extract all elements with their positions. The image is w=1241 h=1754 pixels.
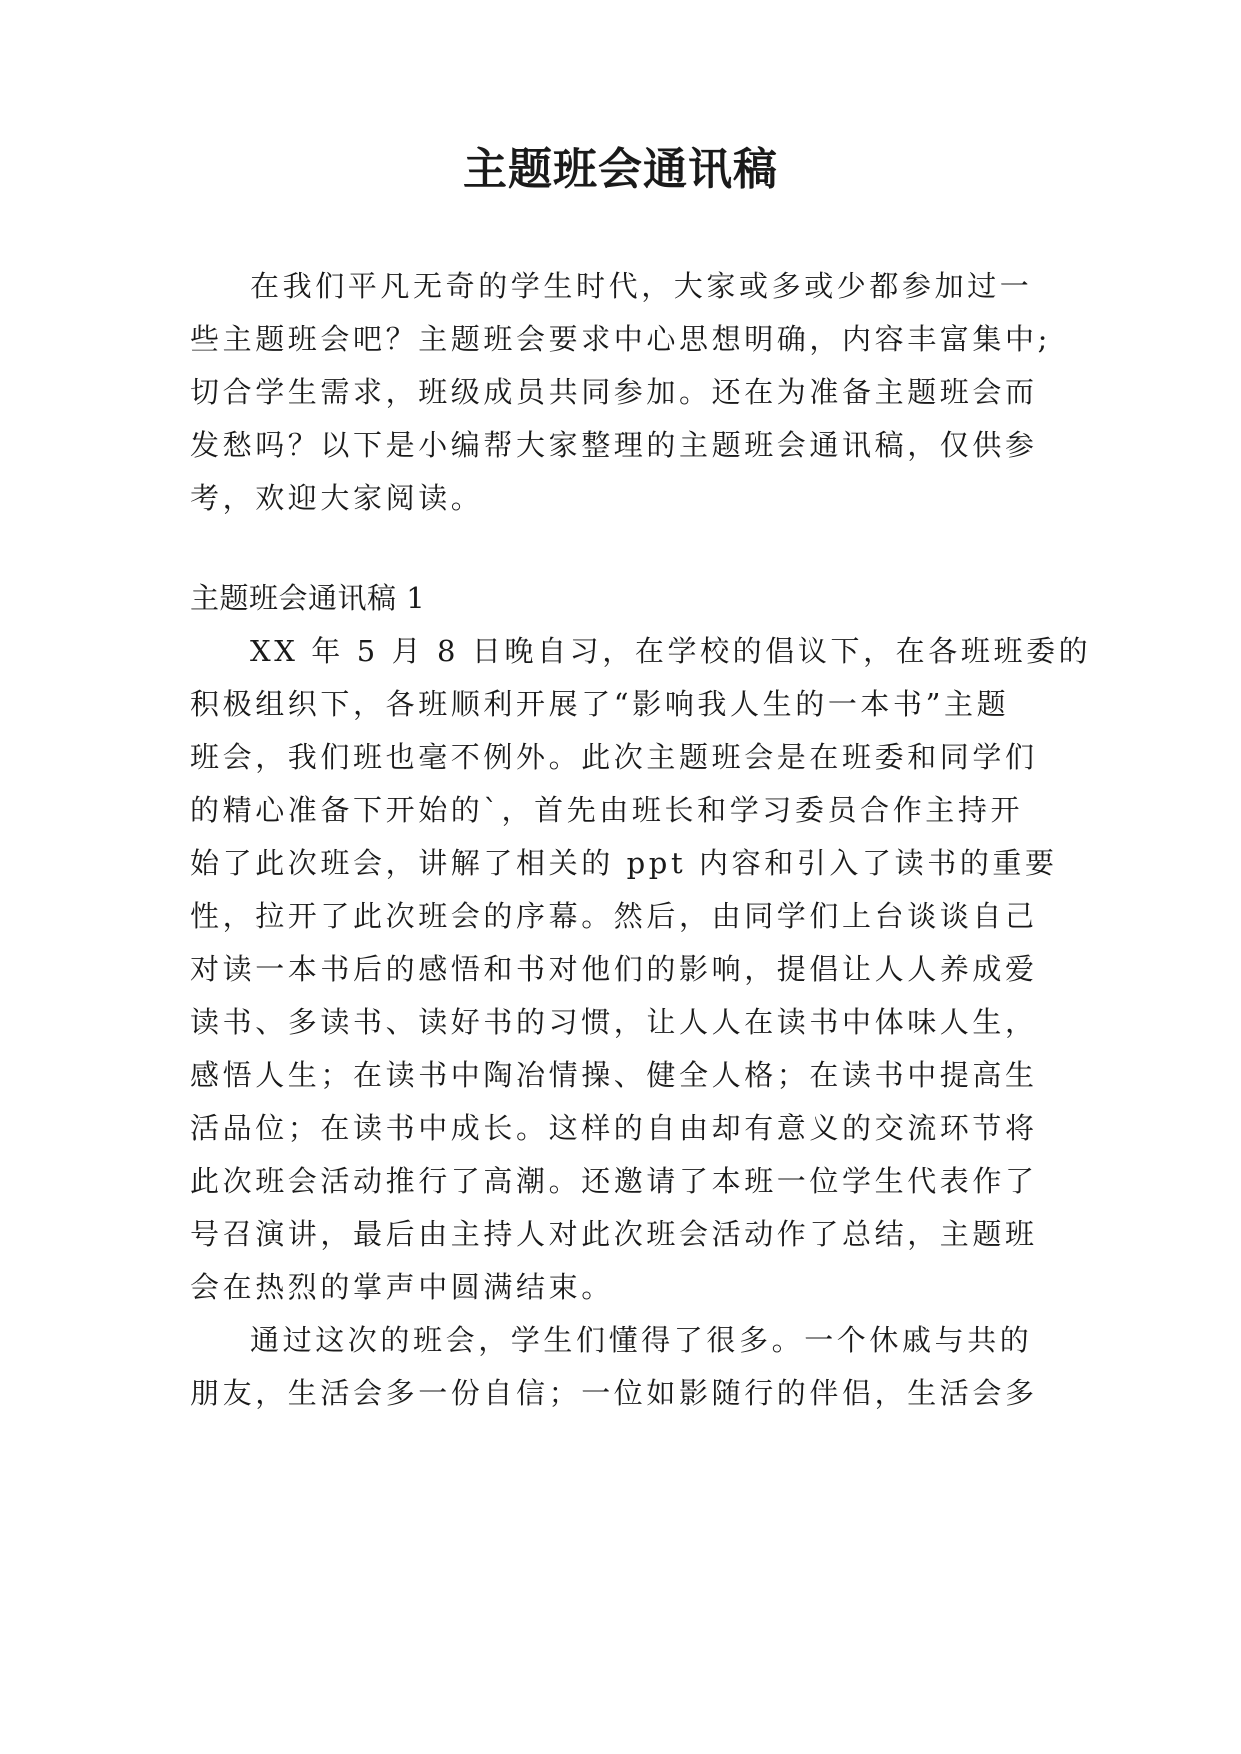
document-title: 主题班会通讯稿: [463, 144, 778, 195]
intro-line: 考，欢迎大家阅读。: [190, 481, 484, 515]
paragraph-line: 活品位；在读书中成长。这样的自由却有意义的交流环节将: [190, 1111, 1038, 1145]
paragraph-line: 始了此次班会，讲解了相关的 ppt 内容和引入了读书的重要: [190, 846, 1058, 880]
paragraph-line: 朋友，生活会多一份自信；一位如影随行的伴侣，生活会多: [190, 1376, 1038, 1410]
paragraph-line: 读书、多读书、读好书的习惯，让人人在读书中体味人生，: [190, 1005, 1038, 1039]
intro-line: 些主题班会吧？主题班会要求中心思想明确，内容丰富集中;: [190, 322, 1051, 356]
paragraph-line: 号召演讲，最后由主持人对此次班会活动作了总结，主题班: [190, 1217, 1038, 1251]
intro-line: 在我们平凡无奇的学生时代，大家或多或少都参加过一: [250, 269, 1033, 303]
paragraph-line: 对读一本书后的感悟和书对他们的影响，提倡让人人养成爱: [190, 952, 1038, 986]
paragraph-line: 性，拉开了此次班会的序幕。然后，由同学们上台谈谈自己: [190, 899, 1038, 933]
paragraph-line: 的精心准备下开始的`，首先由班长和学习委员合作主持开: [190, 793, 1024, 827]
paragraph-line: 此次班会活动推行了高潮。还邀请了本班一位学生代表作了: [190, 1164, 1038, 1198]
section-heading: 主题班会通讯稿 1: [190, 581, 426, 615]
paragraph-line: 感悟人生；在读书中陶冶情操、健全人格；在读书中提高生: [190, 1058, 1038, 1092]
paragraph-line: 班会，我们班也毫不例外。此次主题班会是在班委和同学们: [190, 740, 1038, 774]
paragraph-line: 会在热烈的掌声中圆满结束。: [190, 1270, 614, 1304]
paragraph-line: 积极组织下，各班顺利开展了“影响我人生的一本书”主题: [190, 687, 1010, 721]
intro-line: 切合学生需求，班级成员共同参加。还在为准备主题班会而: [190, 375, 1038, 409]
paragraph-line: XX 年 5 月 8 日晚自习，在学校的倡议下，在各班班委的: [250, 634, 1092, 668]
paragraph-line: 通过这次的班会，学生们懂得了很多。一个休戚与共的: [250, 1323, 1033, 1357]
intro-line: 发愁吗？以下是小编帮大家整理的主题班会通讯稿，仅供参: [190, 428, 1038, 462]
